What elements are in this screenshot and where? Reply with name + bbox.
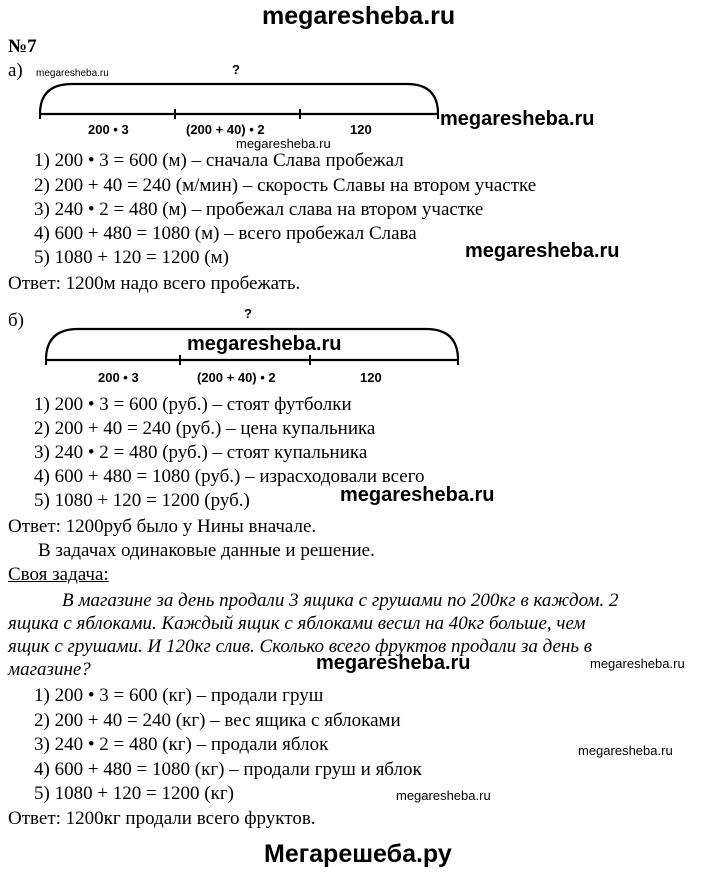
watermark-a-small: megaresheba.ru [36,68,109,79]
watermark-own-right-small2: megaresheba.ru [578,743,673,758]
own-task-text-line: магазине? [8,659,91,680]
part-b-answer: Ответ: 1200руб было у Нины вначале. [8,516,317,537]
watermark-a-right: megaresheba.ru [440,108,595,130]
part-b-question: ? [244,306,252,321]
part-a-seg1: 200 • 3 [88,122,129,137]
part-a-question: ? [232,62,240,77]
own-task-answer: Ответ: 1200кг продали всего фруктов. [8,808,316,829]
watermark-a-mid: megaresheba.ru [236,136,331,151]
watermark-b-right: megaresheba.ru [340,484,495,506]
watermark-a-right2: megaresheba.ru [465,240,620,262]
part-a-answer: Ответ: 1200м надо всего пробежать. [8,273,301,294]
watermark-own-mid: megaresheba.ru [316,652,471,674]
part-b-seg1: 200 • 3 [98,370,139,385]
watermark-top: megaresheba.ru [262,2,456,30]
part-a-step-5: 5) 1080 + 120 = 1200 (м) [34,247,229,268]
part-b-step-4: 4) 600 + 480 = 1080 (руб.) – израсходовали всего [34,466,425,487]
own-task-step-4: 4) 600 + 480 = 1080 (кг) – продали груш и яблок [34,759,422,780]
part-b-seg2: (200 + 40) • 2 [197,370,276,385]
note-line: В задачах одинаковые данные и решение. [38,540,375,561]
part-a-step-2: 2) 200 + 40 = 240 (м/мин) – скорость Славы на втором участке [34,175,537,196]
own-task-step-3: 3) 240 • 2 = 480 (кг) – продали яблок [34,734,329,755]
own-task-step-5: 5) 1080 + 120 = 1200 (кг) [34,783,234,804]
part-a-label: а) [8,60,23,81]
part-a-seg2: (200 + 40) • 2 [186,122,265,137]
watermark-own-bottom-small: megaresheba.ru [396,788,491,803]
part-a-step-1: 1) 200 • 3 = 600 (м) – сначала Слава пробежал [34,150,404,171]
part-a-seg3: 120 [350,122,372,137]
own-task-step-1: 1) 200 • 3 = 600 (кг) – продали груш [34,685,324,706]
task-number: №7 [8,36,37,57]
part-b-label: б) [8,310,24,331]
part-b-seg3: 120 [360,370,382,385]
part-b-step-5: 5) 1080 + 120 = 1200 (руб.) [34,490,250,511]
part-b-diagram [0,0,720,380]
part-b-step-3: 3) 240 • 2 = 480 (руб.) – стоят купальника [34,442,368,463]
watermark-own-right-small: megaresheba.ru [590,656,685,671]
part-a-step-4: 4) 600 + 480 = 1080 (м) – всего пробежал Слава [34,223,417,244]
own-task-text-line: ящик с грушами. И 120кг слив. Сколько всего фруктов продали за день в [8,636,592,657]
watermark-footer: Мегарешеба.ру [264,840,452,868]
watermark-b-diagram: megaresheba.ru [187,333,342,355]
own-task-step-2: 2) 200 + 40 = 240 (кг) – вес ящика с яблоками [34,710,401,731]
own-task-text-line: В магазине за день продали 3 ящика с грушами по 200кг в каждом. 2 [62,590,619,611]
part-a-step-3: 3) 240 • 2 = 480 (м) – пробежал слава на втором участке [34,199,484,220]
part-b-step-1: 1) 200 • 3 = 600 (руб.) – стоят футболки [34,394,352,415]
own-task-text-line: ящика с яблоками. Каждый ящик с яблоками весил на 40кг больше, чем [8,613,586,634]
part-b-step-2: 2) 200 + 40 = 240 (руб.) – цена купальника [34,418,376,439]
own-task-title: Своя задача: [8,564,109,585]
